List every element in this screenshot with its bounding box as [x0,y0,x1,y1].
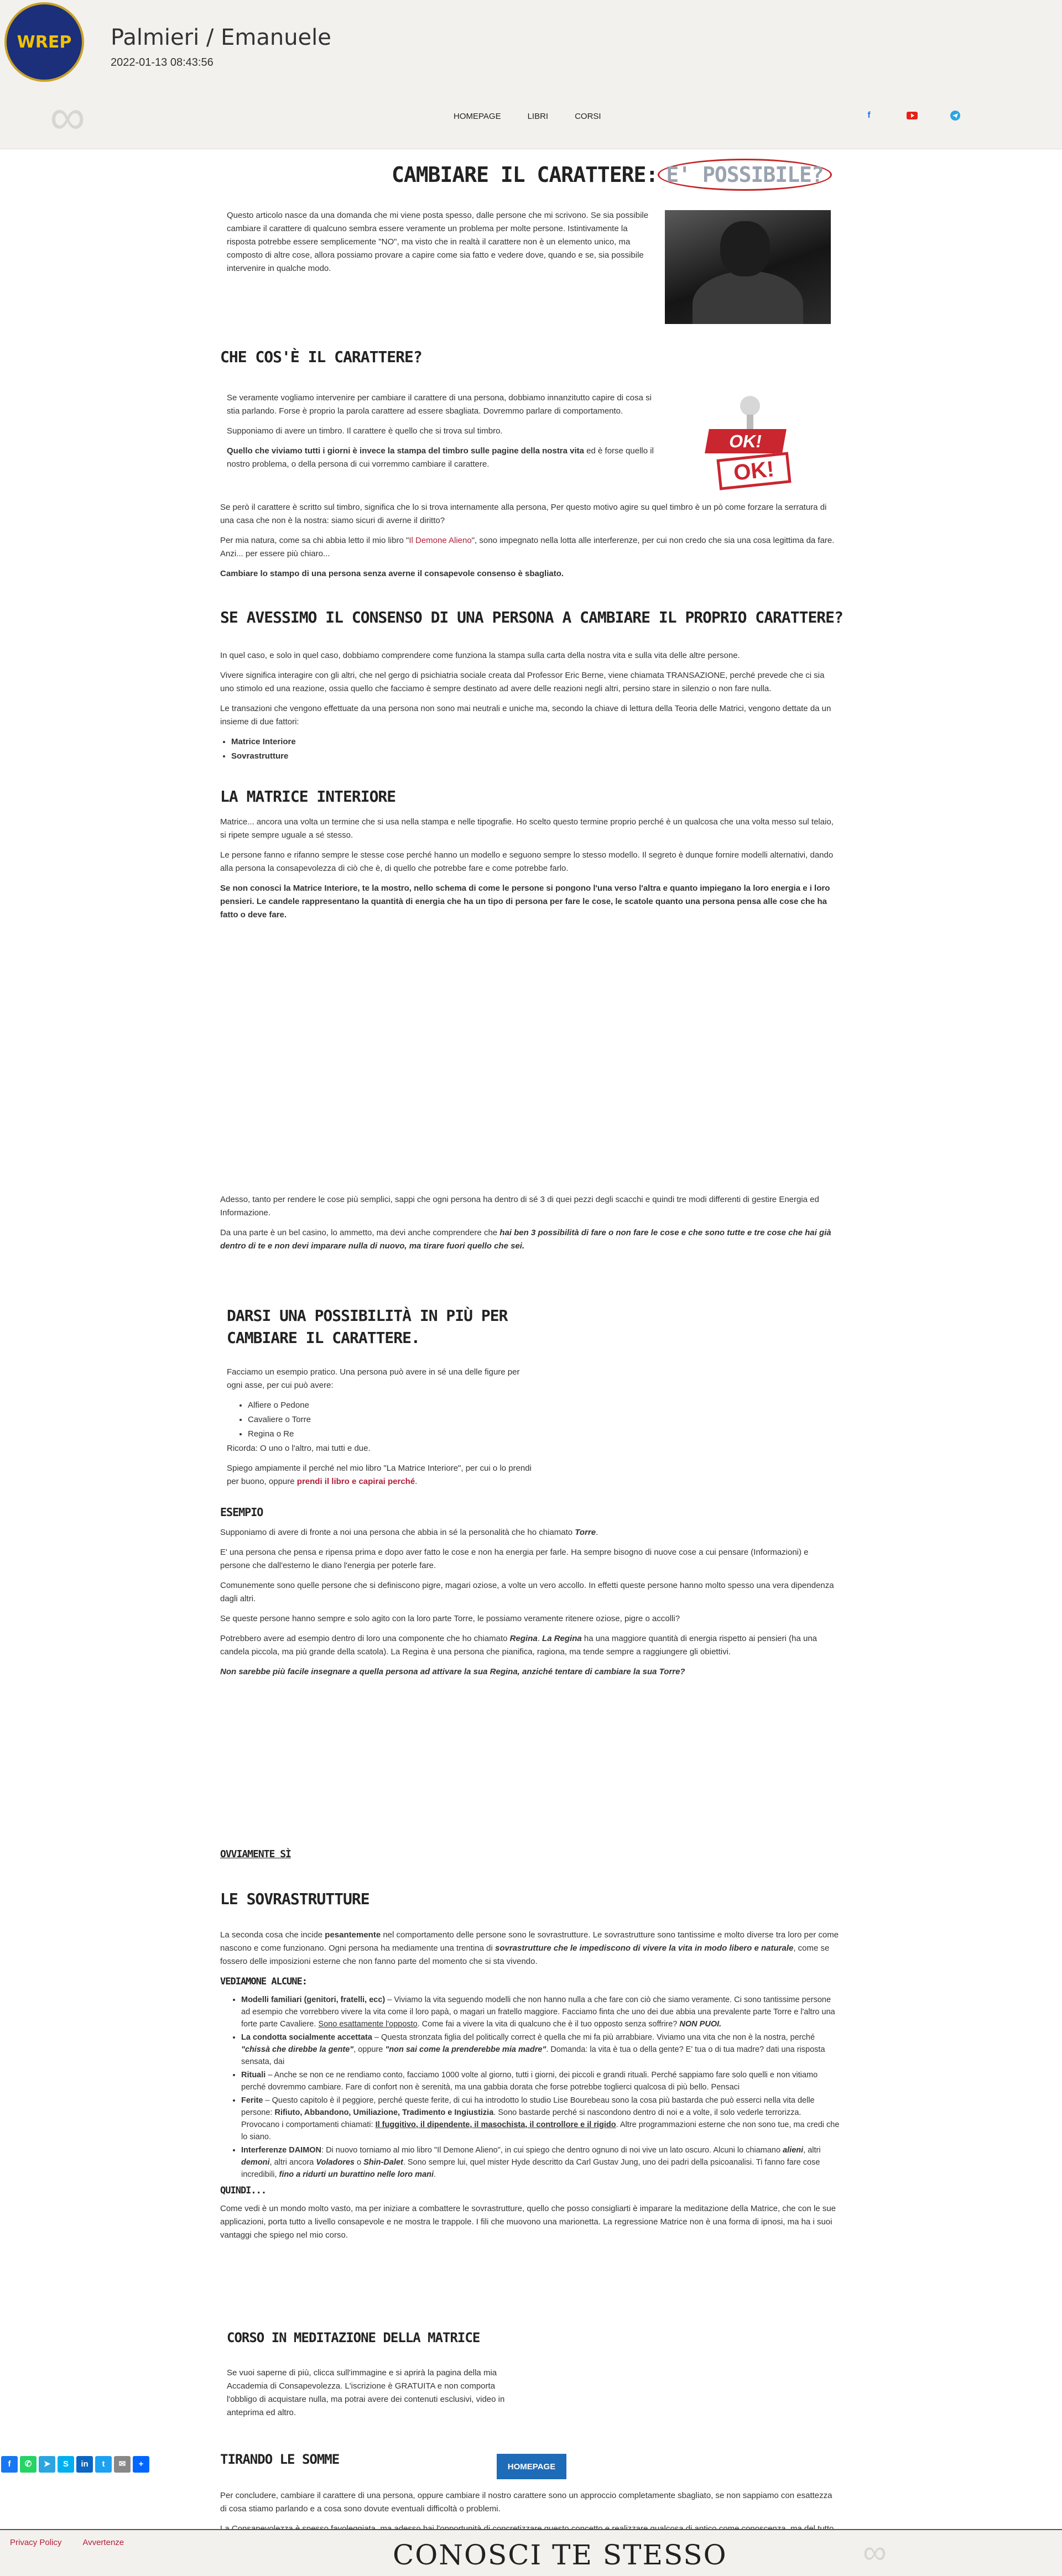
bold-text: pesantemente [325,1930,381,1940]
list-item [241,2144,840,2181]
bold-italic-text: Voladores [316,2157,355,2167]
text: – Viviamo la vita seguendo modelli che non hanno nulla a che fare con ciò che siamo veramente. Ci sono tantissime persone ad esempio che vorrebbero vivere la vita come il loro papà, o magari un fratello maggiore. Facciamo finta che uno dei due abbia una prevalente parte Torre e l'altro una forte parte Cavaliere. [241,1995,835,2029]
bold-text: Rifiuto, Abbandono, Umiliazione, Tradimento e Ingiustizia [274,2108,494,2117]
text: . [434,2170,436,2179]
text: Per mia natura, come sa chi abbia letto il mio libro " [220,536,409,545]
paragraph: Se però il carattere è scritto sul timbro, significa che lo si trova internamente alla persona, Per questo motivo agire su quel timbro è un pò come forzare la serratura di una casa che non è la nostra: siamo sicuri di averne il diritto? [220,503,827,525]
stamp-ok-label: OK! [705,429,787,453]
text: ha una maggiore quantità di energia rispetto ai pensieri (ha una candela piccola, ma più grande della scatola). La Regina è una persona che pianifica, ragiona, ma tende sempre a raggiungere gli obiettivi. [220,1634,817,1657]
paragraph: Le transazioni che vengono effettuate da una persona non sono mai neutrali e uniche ma, secondo la chiave di lettura della Teoria delle Matrici, vengono dettate da un insieme di due fattori: [220,704,831,727]
infinity-icon: ∞ [50,90,86,145]
paragraph: Matrice... ancora una volta un termine che si usa nella stampa e nelle tipografie. Ho scelto questo termine proprio perché è un qualcosa che una volta messo sul telaio, si ripete sempre uguale a sé stesso. [220,817,834,840]
list-item [241,2069,840,2093]
paragraph: Come vedi è un mondo molto vasto, ma per iniziare a combattere le sovrastrutture, quello che posso consigliarti è imparare la meditazione della Matrice, che con le sue applicazioni, porta tutto a livello consapevole e ne mostra le trappole. I fili che muovono una marionetta. La regressione Matrice non è una forma di ipnosi, ma ha i suoi vantaggi che spiego nel mio corso. [220,2204,836,2240]
heading-che-cose-il-carattere: CHE COS'È IL CARATTERE? [220,348,422,366]
bold-text: La condotta socialmente accettata [241,2032,372,2042]
heading-vediamone-alcune: VEDIAMONE ALCUNE: [220,1976,307,1987]
infinity-icon: ∞ [863,2533,887,2570]
text: : Di nuovo torniamo al mio libro "Il Demone Alieno", in cui spiego che dentro ognuno di noi vive un lato oscuro. Alcuni lo chiamano [321,2145,783,2155]
whatsapp-icon[interactable]: ✆ [20,2456,37,2473]
bold-italic-text: Torre [575,1528,596,1537]
text: , come se fossero delle imposizioni esterne che non fanno parte del momento che si sta vivendo. [220,1943,830,1966]
heading-quindi: QUINDI... [220,2185,267,2196]
bold-italic-text: sovrastrutture che le impediscono di vivere la vita in modo libero e naturale [495,1943,794,1953]
list-item: • Alfiere o Pedone [248,1399,537,1412]
link-prendi-il-libro[interactable]: prendi il libro e capirai perché [296,1477,415,1486]
section-consenso-text [220,649,840,764]
section-matrice-continued [220,1193,840,1260]
section-carattere-text [227,391,664,478]
section-matrice-text [220,816,840,928]
linkedin-icon[interactable]: in [76,2456,93,2473]
footer-brand: CONOSCI TE STESSO [393,2539,727,2571]
paragraph: Se queste persone hanno sempre e solo agito con la loro parte Torre, le possiamo veramente ritenere oziose, pigre o accolli? [220,1614,680,1623]
twitter-icon[interactable]: t [95,2456,112,2473]
bold-text: Ferite [241,2096,263,2105]
site-footer [0,2529,1062,2576]
intro-image [665,210,831,324]
paragraph: Ricorda: O uno o l'altro, mai tutti e due. [227,1444,371,1453]
section-possibilita-text [227,1366,537,1495]
paragraph: Facciamo un esempio pratico. Una persona può avere in sé una delle figure per ogni asse, per cui può avere: [227,1367,520,1390]
paragraph: Se veramente vogliamo intervenire per cambiare il carattere di una persona, dobbiamo innanzitutto capire di cosa si stia parlando. Forse è proprio la parola carattere ad essere sbagliata. Dovremmo parlare di comportamento. [227,393,652,416]
heading-darsi-una-possibilita: DARSI UNA POSSIBILITÀ IN PIÙ PER CAMBIARE IL CARATTERE. [227,1307,508,1347]
intro-paragraph: Questo articolo nasce da una domanda che mi viene posta spesso, dalle persone che mi scrivono. Se sia possibile cambiare il carattere di qualcuno sembra essere veramente un problema per molte persone. Istintivamente la risposta potrebbe essere semplicemente "NO", ma visto che in realtà il carattere non è un elemento unico, ma composto di altre cose, allora possiamo provare a capire come sia fatto e vedere dove, quando e se, sia possibile intervenire in qualche modo. [227,211,649,273]
underlined-text: Sono esattamente l'opposto [318,2019,418,2029]
list-item: • Cavaliere o Torre [248,1413,537,1427]
logo-text: WREP [17,32,72,52]
text: , altri ancora [269,2157,316,2167]
avvertenze-link[interactable]: Avvertenze [82,2538,124,2547]
text: . Sono bastarde perché si nascondono dentro di noi e a volte, il solo vederle terrorizza. Provocano i comportamenti chiamati: [241,2108,801,2129]
section-carattere-continued [220,501,840,587]
bold-text: Rituali [241,2070,266,2079]
factor-list [231,735,840,763]
nav-homepage[interactable]: HOMEPAGE [454,112,501,121]
skype-icon[interactable]: S [58,2456,74,2473]
social-links [863,109,961,122]
paragraph: Vivere significa interagire con gli altri, che nel gergo di psichiatria sociale creata dal Professor Eric Berne, viene chiamata TRANSAZIONE, perché prevede che ci sia uno stimolo ed una reazione, ossia quello che facciamo è sempre destinato ad avere delle reazioni negli altri, persino stare in silenzio o non fare nulla. [220,671,825,693]
bold-italic-text: Regina [509,1634,538,1643]
heading-matrice-interiore: LA MATRICE INTERIORE [220,787,396,806]
paragraph: Adesso, tanto per rendere le cose più semplici, sappi che ogni persona ha dentro di sé 3 di quei pezzi degli scacchi e quindi tre modi differenti di gestire Energia ed Informazione. [220,1195,819,1218]
text: . [596,1528,598,1537]
page-title [392,159,832,191]
bold-italic-text: fino a ridurti un burattino nelle loro mani [279,2170,434,2179]
paragraph: Le persone fanno e rifanno sempre le stesse cose perché hanno un modello e seguono sempre lo stesso modello. Il segreto è dunque fornire modelli alternativi, dando alla persona la consapevolezza di ciò che è, di quello che potrebbe fare e come potrebbe farlo. [220,850,834,873]
heading-corso-meditazione: CORSO IN MEDITAZIONE DELLA MATRICE [227,2330,480,2345]
stamp-ok-print: OK! [716,452,791,490]
text: ed è forse quello il nostro problema, o della persona di cui vorremmo cambiare il carattere. [227,446,654,469]
text: Supponiamo di avere di fronte a noi una persona che abbia in sé la personalità che ho chiamato [220,1528,575,1537]
text: . Domanda: la vita è tua o della gente? E' tua o di tua madre? dati una risposta sensata, dai [241,2045,825,2066]
paragraph: E' una persona che pensa e ripensa prima e dopo aver fatto le cose e non ha energia per farle. Ha sempre bisogno di nuove cose a cui pensare (Informazioni) e persone che dall'esterno le diano l'energia per poterle fare. [220,1548,809,1570]
text: ", sono impegnato nella lotta alle interferenze, per cui non credo che sia una cosa legittima da fare. Anzi... per essere più chiaro... [220,536,835,558]
site-header [0,0,1062,149]
section-esempio-text [220,1526,840,1685]
paragraph [227,1462,537,1488]
text: . Altre programmazioni esterne che non sono tue, ma credi che lo siano. [241,2120,840,2141]
photo-figure-head [720,221,770,276]
title-main: CAMBIARE IL CARATTERE: [392,163,658,187]
bold-text: Interferenze DAIMON [241,2145,322,2155]
youtube-icon[interactable] [906,109,918,122]
paragraph: Per concludere, cambiare il carattere di una persona, oppure cambiare il nostro carattere sono un approccio completamente sbagliato, se non sappiamo con esattezza di cosa stiamo parlando e a cosa sono dovute eventuali difficoltà o problemi. [220,2491,832,2514]
paragraph: Se non conosci la Matrice Interiore, te la mostro, nello schema di come le persone si pongono l'una verso l'altra e quanto impiegano la loro energia e i loro pensieri. Le candele rappresentano la quantità di energia che ha un tipo di persona per fare le cose, le scatole quanto una persona pensa alle cose che ha fatto o deve fare. [220,884,830,919]
paragraph [220,534,840,561]
email-icon[interactable]: ✉ [114,2456,131,2473]
privacy-policy-link[interactable]: Privacy Policy [10,2538,62,2547]
heading-ovviamente-si: OVVIAMENTE SÌ [220,1848,291,1860]
footer-links [10,2537,124,2549]
bold-text: Quello che viviamo tutti i giorni è invece la stampa del timbro sulle pagine della nostra vita [227,446,585,456]
photo-figure-body [693,271,803,324]
site-title[interactable]: Palmieri / Emanuele [111,25,331,50]
underlined-bold-text: Il fuggitivo, il dipendente, il masochista, il controllore e il rigido [375,2120,616,2129]
list-item: • Matrice Interiore [231,735,840,749]
telegram-icon[interactable] [949,109,961,122]
sovrastrutture-list [241,1994,840,2181]
site-logo[interactable] [4,2,84,82]
text: . [537,1634,543,1643]
intro-text [227,209,653,282]
paragraph [220,1226,840,1253]
title-circled: E' POSSIBILE? [658,159,831,191]
paragraph: In quel caso, e solo in quel caso, dobbiamo comprendere come funziona la stampa sulla carta della nostra vita e sulla vita delle altre persone. [220,651,740,660]
text: , oppure [353,2045,386,2054]
bold-italic-text: "chissà che direbbe la gente" [241,2045,354,2054]
paragraph: Cambiare lo stampo di una persona senza averne il consapevole consenso è sbagliato. [220,569,564,578]
text: – Questa stronzata figlia del politically correct è quella che mi fa più arrabbiare. Viviamo una vita che non è la nostra, perché [372,2032,815,2042]
text: La seconda cosa che incide [220,1930,325,1940]
list-item: • Regina o Re [248,1428,537,1441]
paragraph: Supponiamo di avere un timbro. Il carattere è quello che si trova sul timbro. [227,426,503,436]
text: – Anche se non ce ne rendiamo conto, facciamo 1000 volte al giorno, tutti i giorni, dei piccoli e grandi rituali. Perché sappiamo fare solo quelli e non vitiamo perché dovremmo cambiare. Fare di confort non è serenità, ma una gabbia dorata che forse potrebbe toglierci qualcosa di più bello. Pensaci [241,2070,818,2092]
figures-list [248,1399,537,1441]
bold-italic-text: La Regina [542,1634,582,1643]
text: Spiego ampiamente il perché nel mio libro "La Matrice Interiore", per cui o lo prendi per buono, oppure [227,1464,532,1486]
text: . Sono sempre lui, quel mister Hyde descritto da Carl Gustav Jung, uno dei padri della psicoanalisi. Ti fanno fare cose incredibili, [241,2157,820,2179]
list-item [241,2031,840,2068]
section-sovrastrutture-text [220,1929,840,2249]
list-item: • Sovrastrutture [231,750,840,763]
paragraph [220,1526,840,1539]
share-bar [1,2456,149,2473]
heading-tirando-le-somme: TIRANDO LE SOMME [220,2452,340,2467]
list-item [241,2094,840,2143]
facebook-icon[interactable]: f [867,111,871,120]
bold-italic-text: "non sai come la prenderebbe mia madre" [385,2045,546,2054]
homepage-button[interactable]: HOMEPAGE [497,2454,566,2479]
paragraph: Non sarebbe più facile insegnare a quella persona ad attivare la sua Regina, anziché tentare di cambiare la sua Torre? [220,1667,685,1676]
bold-text: Modelli familiari (genitori, fratelli, ecc) [241,1995,386,2004]
bold-italic-text: hai ben 3 possibilità di fare o non fare le cose e che sono tutte e tre cose che hai già dentro di te e non devi imparare nulla di nuovo, ma tirare fuori quello che sei. [220,1228,831,1251]
link-il-demone-alieno[interactable]: Il Demone Alieno [409,536,472,545]
text: – Questo capitolo è il peggiore, perché queste ferite, di cui ha introdotto lo studio Lise Bourebeau sono la cosa più bastarda che può esserci nella vita delle persone: [241,2096,815,2117]
text: Da una parte è un bel casino, lo ammetto, ma devi anche comprendere che [220,1228,500,1237]
bold-italic-text: Shin-Dalet [363,2157,403,2167]
stamp-illustration [696,396,806,490]
heading-esempio: ESEMPIO [220,1506,263,1519]
paragraph [220,1929,840,1968]
heading-le-sovrastrutture: LE SOVRASTRUTTURE [220,1890,369,1908]
paragraph: Se vuoi saperne di più, clicca sull'immagine e si aprirà la pagina della mia Accademia di Consapevolezza. L'iscrizione è GRATUITA e non comporta l'obbligo di acquistare nulla, ma potrai avere dei contenuti esclusivi, video in anteprima ed altro. [227,2368,505,2417]
facebook-icon[interactable]: f [1,2456,18,2473]
text: . Come fai a vivere la vita di qualcuno che è il tuo opposto senza soffrire? [417,2019,680,2029]
paragraph [227,445,664,471]
paragraph [220,1632,840,1659]
text: nel comportamento delle persone sono le sovrastrutture. Le sovrastrutture sono tantissime e molto diverse tra loro per come nascono e come funzionano. Ogni persona ha mediamente una trentina di [220,1930,839,1953]
bold-italic-text: NON PUOI. [679,2019,722,2029]
post-date: 2022-01-13 08:43:56 [111,56,214,69]
text: , altri [803,2145,821,2155]
text: Potrebbero avere ad esempio dentro di loro una componente che ho chiamato [220,1634,510,1643]
section-corso-text[interactable] [227,2366,520,2426]
heading-consenso: SE AVESSIMO IL CONSENSO DI UNA PERSONA A CAMBIARE IL PROPRIO CARATTERE? [220,608,843,626]
nav-corsi[interactable]: CORSI [575,112,601,121]
telegram-icon[interactable]: ➤ [39,2456,55,2473]
bold-italic-text: alieni [783,2145,804,2155]
share-plus-icon[interactable]: + [133,2456,149,2473]
nav-libri[interactable]: LIBRI [527,112,549,121]
main-nav [454,111,601,123]
stamp-handle [740,396,760,416]
text: . [415,1477,418,1486]
text: o [354,2157,364,2167]
list-item [241,1994,840,2030]
bold-italic-text: demoni [241,2157,270,2167]
paragraph: Comunemente sono quelle persone che si definiscono pigre, magari oziose, a volte un vero accollo. In effetti queste persone hanno molto spesso una vera dipendenza dagli altri. [220,1581,834,1603]
